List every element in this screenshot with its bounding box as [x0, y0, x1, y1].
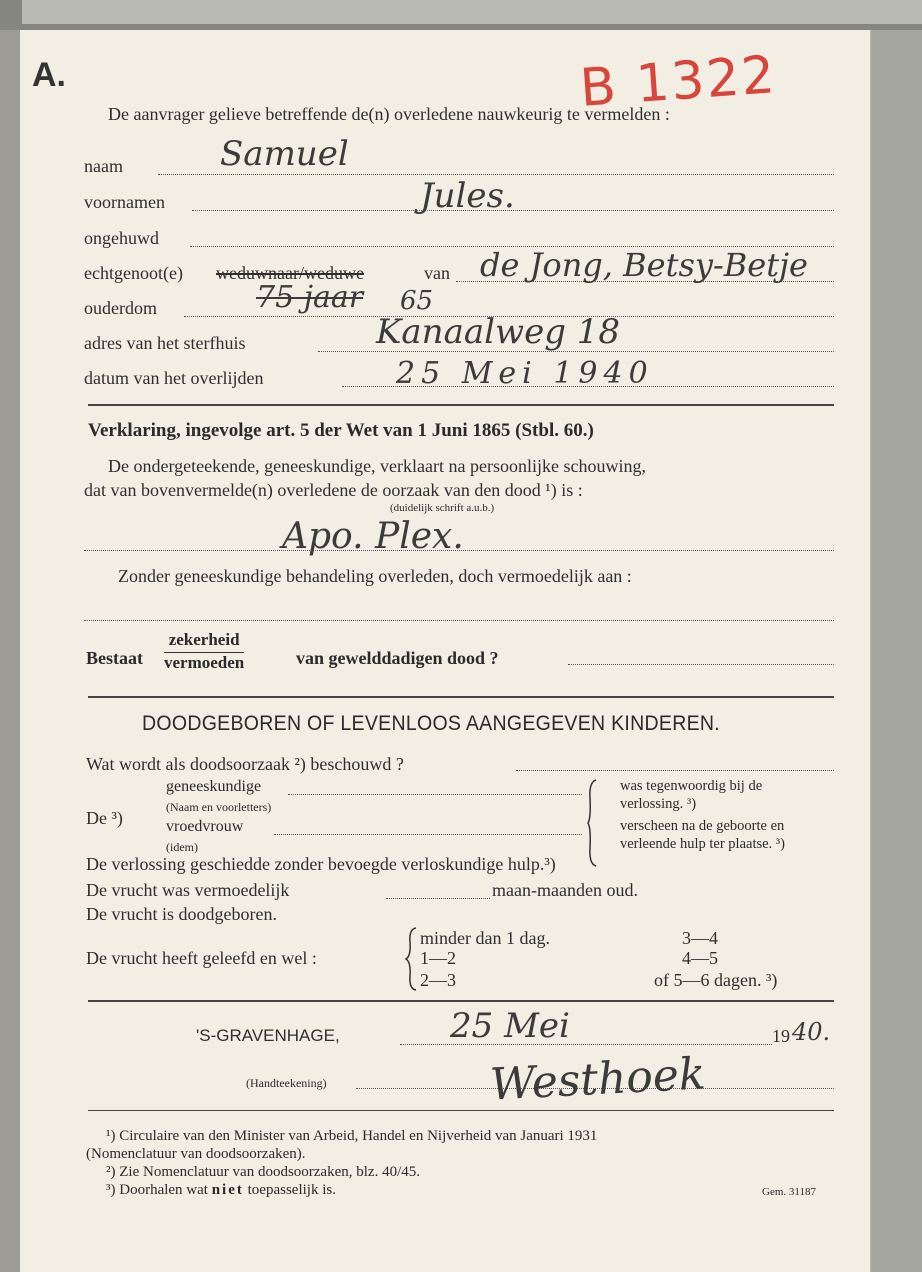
naam-label: naam: [84, 156, 123, 176]
bestaat-label: Bestaat: [86, 648, 143, 668]
zekerheid-vermoeden-fraction: [164, 630, 244, 673]
divider-1: [88, 404, 834, 406]
echtgenoot-value: de Jong, Betsy-Betje: [480, 246, 808, 284]
scan-strip: [22, 0, 922, 24]
naam-voorletters-note: (Naam en voorletters): [166, 800, 272, 814]
without-treatment-line[interactable]: [84, 620, 834, 621]
corner-letter: A.: [32, 56, 66, 94]
vrucht-2: De vrucht is doodgeboren.: [86, 904, 277, 924]
vroedvrouw-line[interactable]: [274, 834, 582, 835]
ongehuwd-label: ongehuwd: [84, 228, 159, 248]
opt-2-3: 2—3: [420, 970, 456, 990]
death-certificate-form: [20, 30, 871, 1272]
vrucht-1a: De vrucht was vermoedelijk: [86, 880, 290, 900]
file-number-stamp: B 1322: [578, 45, 779, 119]
datum-value: 25 Mei 1940: [396, 356, 654, 391]
intro-text: De aanvrager gelieve betreffende de(n) overledene nauwkeurig te vermelden :: [108, 104, 670, 124]
footnote-3b: niet: [211, 1182, 244, 1198]
footnote-1b: (Nomenclatuur van doodsoorzaken).: [86, 1146, 306, 1162]
curly-brace-right: [586, 778, 600, 868]
without-treatment-text: Zonder geneeskundige behandeling overleden, doch vermoedelijk aan :: [118, 566, 632, 586]
echtgenoot-label: echtgenoot(e): [84, 263, 183, 283]
vermoeden-label: vermoeden: [164, 653, 245, 672]
van-label: van: [424, 263, 450, 283]
cause-value: Apo. Plex.: [282, 516, 464, 557]
vroedvrouw-label: vroedvrouw: [166, 818, 244, 835]
opt-5-6: of 5—6 dagen. ³): [654, 970, 778, 990]
footnote-3c: toepasselijk is.: [247, 1182, 336, 1198]
declaration-line-2: dat van bovenvermelde(n) overledene de oorzaak van den dood ¹) is :: [84, 480, 583, 500]
voornamen-label: voornamen: [84, 192, 165, 212]
maanden-line[interactable]: [386, 898, 490, 899]
ouderdom-value-struck: 75 jaar: [256, 280, 364, 315]
right2a: verscheen na de geboorte en: [620, 818, 785, 834]
weduwnaar-label-struck: weduwnaar/weduwe: [216, 263, 364, 283]
footnote-3a: ³) Doorhalen wat: [106, 1182, 208, 1198]
vrucht-3: De vrucht heeft geleefd en wel :: [86, 948, 317, 968]
handteekening-label: (Handteekening): [246, 1076, 327, 1090]
divider-2: [88, 696, 834, 698]
legible-note: (duidelijk schrift a.u.b.): [390, 502, 495, 514]
footnote-1: ¹) Circulaire van den Minister van Arbeid, Handel en Nijverheid van Januari 1931: [106, 1128, 598, 1144]
right2b: verleende hulp ter plaatse. ³): [620, 836, 785, 852]
opt-4-5: 4—5: [682, 948, 718, 968]
scan-background-right: [870, 30, 922, 1272]
cause-question: Wat wordt als doodsoorzaak ²) beschouwd ?: [86, 754, 404, 774]
form-code: Gem. 31187: [762, 1186, 816, 1198]
adres-label: adres van het sterfhuis: [84, 333, 246, 353]
footnote-3: [106, 1182, 336, 1199]
footnote-2: ²) Zie Nomenclatuur van doodsoorzaken, blz. 40/45.: [106, 1164, 420, 1180]
voornamen-value: Jules.: [420, 176, 515, 216]
curly-brace-left: [404, 926, 418, 992]
opt-3-4: 3—4: [682, 928, 718, 948]
geneeskundige-label: geneeskundige: [166, 778, 262, 795]
opt-1-2: 1—2: [420, 948, 456, 968]
declaration-line-1: De ondergeteekende, geneeskundige, verklaart na persoonlijke schouwing,: [108, 456, 646, 476]
declaration-heading: Verklaring, ingevolge art. 5 der Wet van 1 Juni 1865 (Stbl. 60.): [88, 420, 594, 441]
verlossing-text: De verlossing geschiedde zonder bevoegde verloskundige hulp.³): [86, 854, 556, 874]
right1b: verlossing. ³): [620, 796, 697, 812]
signed-date: 25 Mei: [450, 1006, 570, 1046]
cause-question-line[interactable]: [516, 770, 834, 771]
ouderdom-value-corrected: 65: [400, 286, 434, 316]
right1a: was tegenwoordig bij de: [620, 778, 763, 794]
de-label: De ³): [86, 808, 123, 828]
datum-label: datum van het overlijden: [84, 368, 264, 388]
geneeskundige-line[interactable]: [288, 794, 582, 795]
divider-3: [88, 1000, 834, 1002]
scan-background-top: [0, 0, 922, 30]
naam-line[interactable]: [158, 174, 834, 175]
opt-minder-dan-1-dag: minder dan 1 dag.: [420, 928, 550, 948]
adres-value: Kanaalweg 18: [376, 312, 621, 352]
place-label: 'S-GRAVENHAGE,: [196, 1026, 340, 1045]
naam-value: Samuel: [220, 134, 349, 174]
stillborn-heading: DOODGEBOREN OF LEVENLOOS AANGEGEVEN KINDEREN.: [142, 712, 720, 735]
zekerheid-label: zekerheid: [164, 630, 244, 653]
signature: Westhoek: [488, 1048, 707, 1111]
violent-death-label: van gewelddadigen dood ?: [296, 648, 499, 668]
divider-4: [88, 1110, 834, 1111]
vrucht-1b: maan-maanden oud.: [492, 880, 638, 900]
year-hand: 40.: [792, 1018, 831, 1046]
idem-note: (idem): [166, 840, 198, 854]
violent-death-line[interactable]: [568, 664, 834, 665]
year-printed: 19: [772, 1026, 790, 1046]
ouderdom-label: ouderdom: [84, 298, 157, 318]
